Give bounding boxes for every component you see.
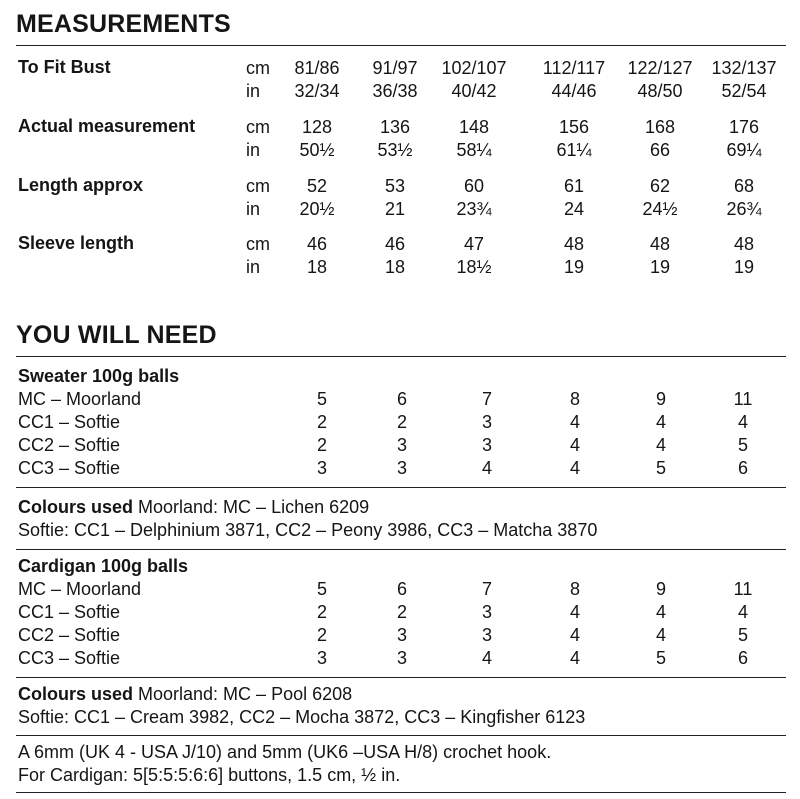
value-cell: 66 [649,140,671,160]
value-cell: 91/97 [372,58,418,78]
value-cell: 3 [481,412,492,432]
divider [16,549,786,550]
value-cell: 48 [563,234,585,254]
value-cell: 20½ [299,199,335,219]
value-cell: 9 [655,579,666,599]
value-cell: 48 [733,234,755,254]
unit-cm: cm [246,176,270,196]
value-cell: 6 [737,648,748,668]
value-cell: 3 [396,625,407,645]
value-cell: 53½ [377,140,413,160]
yarn-label: CC1 – Softie [18,412,121,432]
value-cell: 4 [569,435,580,455]
value-cell: 136 [379,117,411,137]
value-cell: 6 [737,458,748,478]
cardigan-colours-line [18,684,352,705]
value-cell: 19 [563,257,585,277]
value-cell: 52/54 [721,81,767,101]
value-cell: 24 [563,199,585,219]
sweater-heading: Sweater 100g balls [18,366,180,386]
value-cell: 61¼ [556,140,592,160]
value-cell: 176 [728,117,760,137]
value-cell: 9 [655,389,666,409]
value-cell: 5 [316,389,327,409]
unit-cm: cm [246,234,270,254]
value-cell: 48/50 [637,81,683,101]
colours-used-value: Moorland: MC – Pool 6208 [133,684,353,704]
row-label: Length approx [18,175,143,195]
colours-used-label: Colours used [18,497,134,517]
value-cell: 18½ [456,257,492,277]
value-cell: 6 [396,389,407,409]
value-cell: 132/137 [711,58,777,78]
value-cell: 2 [316,602,327,622]
value-cell: 4 [655,412,666,432]
value-cell: 3 [481,602,492,622]
value-cell: 24½ [642,199,678,219]
value-cell: 7 [481,579,492,599]
unit-cm: cm [246,117,270,137]
divider [16,792,786,793]
value-cell: 4 [655,602,666,622]
value-cell: 2 [316,435,327,455]
yarn-label: MC – Moorland [18,579,142,599]
value-cell: 3 [316,458,327,478]
value-cell: 4 [481,458,492,478]
value-cell: 47 [463,234,485,254]
unit-in: in [246,257,261,277]
value-cell: 4 [569,458,580,478]
value-cell: 68 [733,176,755,196]
value-cell: 58¼ [456,140,492,160]
row-label: Sleeve length [18,233,135,253]
yarn-label: CC3 – Softie [18,648,121,668]
value-cell: 4 [569,412,580,432]
value-cell: 53 [384,176,406,196]
value-cell: 8 [569,389,580,409]
colours-used-label: Colours used [18,684,134,704]
value-cell: 7 [481,389,492,409]
value-cell: 156 [558,117,590,137]
unit-in: in [246,199,261,219]
value-cell: 4 [569,602,580,622]
value-cell: 4 [737,602,748,622]
yarn-label: MC – Moorland [18,389,142,409]
value-cell: 3 [481,625,492,645]
value-cell: 18 [384,257,406,277]
value-cell: 4 [481,648,492,668]
value-cell: 46 [306,234,328,254]
hook-note: A 6mm (UK 4 - USA J/10) and 5mm (UK6 –USA H/8) crochet hook. [18,742,552,762]
divider [16,735,786,736]
value-cell: 4 [569,625,580,645]
sweater-colours-softie: Softie: CC1 – Delphinium 3871, CC2 – Peony 3986, CC3 – Matcha 3870 [18,520,598,540]
value-cell: 2 [316,412,327,432]
sweater-colours-line [18,497,369,518]
value-cell: 4 [655,435,666,455]
value-cell: 6 [396,579,407,599]
cardigan-heading: Cardigan 100g balls [18,556,189,576]
divider [16,487,786,488]
value-cell: 5 [655,458,666,478]
value-cell: 4 [569,648,580,668]
value-cell: 23¾ [456,199,492,219]
value-cell: 44/46 [551,81,597,101]
value-cell: 52 [306,176,328,196]
value-cell: 50½ [299,140,335,160]
yarn-label: CC2 – Softie [18,625,121,645]
divider [16,356,786,357]
value-cell: 19 [649,257,671,277]
value-cell: 128 [301,117,333,137]
value-cell: 3 [396,648,407,668]
value-cell: 36/38 [372,81,418,101]
unit-in: in [246,140,261,160]
value-cell: 5 [316,579,327,599]
value-cell: 46 [384,234,406,254]
value-cell: 3 [316,648,327,668]
value-cell: 3 [396,458,407,478]
row-label: To Fit Bust [18,57,111,77]
value-cell: 5 [655,648,666,668]
value-cell: 5 [737,625,748,645]
value-cell: 112/117 [542,58,606,78]
value-cell: 148 [458,117,490,137]
yarn-label: CC3 – Softie [18,458,121,478]
unit-cm: cm [246,58,270,78]
value-cell: 168 [644,117,676,137]
value-cell: 4 [655,625,666,645]
yarn-label: CC2 – Softie [18,435,121,455]
row-label: Actual measurement [18,116,196,136]
value-cell: 19 [733,257,755,277]
value-cell: 5 [737,435,748,455]
cardigan-colours-softie: Softie: CC1 – Cream 3982, CC2 – Mocha 3872, CC3 – Kingfisher 6123 [18,707,586,727]
value-cell: 122/127 [627,58,693,78]
divider [16,45,786,46]
value-cell: 69¼ [726,140,762,160]
value-cell: 40/42 [451,81,497,101]
value-cell: 8 [569,579,580,599]
value-cell: 11 [733,389,753,409]
value-cell: 60 [463,176,485,196]
you-will-need-title: YOU WILL NEED [16,321,217,349]
value-cell: 26¾ [726,199,762,219]
buttons-note: For Cardigan: 5[5:5:5:6:6] buttons, 1.5 cm, ½ in. [18,765,401,785]
value-cell: 62 [649,176,671,196]
value-cell: 3 [396,435,407,455]
value-cell: 81/86 [294,58,340,78]
value-cell: 48 [649,234,671,254]
divider [16,677,786,678]
value-cell: 3 [481,435,492,455]
unit-in: in [246,81,261,101]
value-cell: 102/107 [441,58,507,78]
colours-used-value: Moorland: MC – Lichen 6209 [133,497,370,517]
measurements-title: MEASUREMENTS [16,10,231,38]
value-cell: 11 [733,579,753,599]
yarn-label: CC1 – Softie [18,602,121,622]
value-cell: 2 [396,412,407,432]
value-cell: 2 [316,625,327,645]
value-cell: 21 [384,199,406,219]
value-cell: 61 [563,176,585,196]
value-cell: 4 [737,412,748,432]
value-cell: 32/34 [294,81,340,101]
value-cell: 2 [396,602,407,622]
value-cell: 18 [306,257,328,277]
